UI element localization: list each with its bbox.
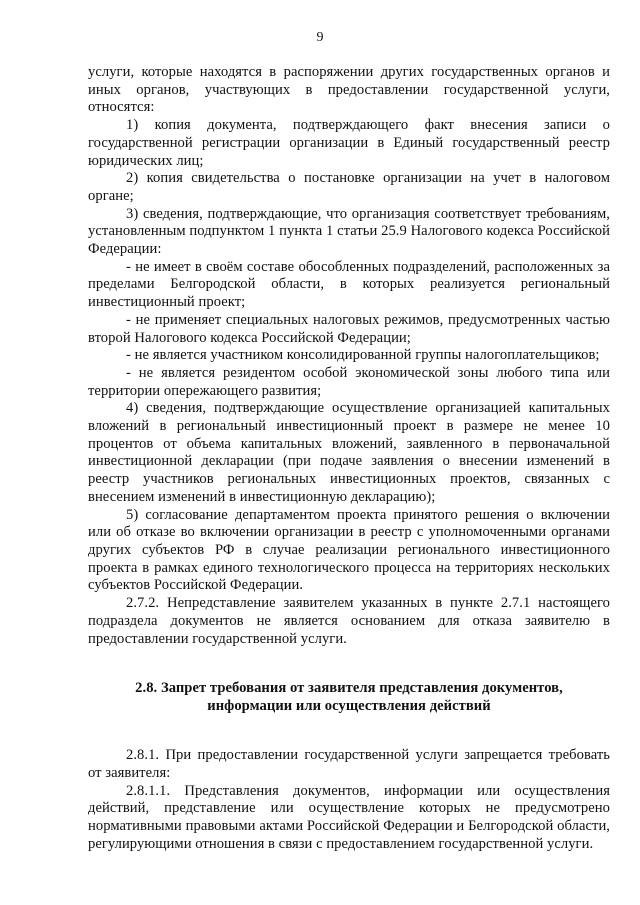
- paragraph: 2) копия свидетельства о постановке организации на учет в налоговом органе;: [88, 170, 610, 204]
- paragraph: 5) согласование департаментом проекта принятого решения о включении или об отказе во включении организации в реестр с уполномоченными органами других субъектов РФ в случае реализации регионального инвестиционного проекта в рамках единого технологического процесса на территориях нескольких субъектов Российской Федерации.: [88, 506, 610, 594]
- paragraph: - не применяет специальных налоговых режимов, предусмотренных частью второй Налогового кодекса Российской Федерации;: [88, 311, 610, 346]
- paragraph: 2.8.1. При предоставлении государственной услуги запрещается требовать от заявителя:: [88, 747, 610, 781]
- paragraph: 2.7.2. Непредставление заявителем указанных в пункте 2.7.1 настоящего подраздела документов не является основанием для отказа заявителю в предоставлении государственной услуги.: [88, 595, 610, 647]
- paragraph: 2.8.1.1. Представления документов, информации или осуществления действий, представление или осуществление которых не предусмотрено нормативными правовыми актами Российской Федерации и Белгородской области, регулирующими отношения в связи с предоставлением государственной услуги.: [88, 782, 610, 852]
- paragraph: - не является участником консолидированной группы налогоплательщиков;: [126, 347, 600, 364]
- page-number: 9: [316, 30, 324, 45]
- paragraph: 3) сведения, подтверждающие, что организация соответствует требованиям, установленным подпунктом 1 пункта 1 статьи 25.9 Налогового кодекса Российской Федерации:: [88, 205, 610, 258]
- section-title-line: информации или осуществления действий: [207, 698, 491, 715]
- paragraph: - не является резидентом особой экономической зоны любого типа или территории опережающего развития;: [88, 364, 610, 399]
- section-title-line: 2.8. Запрет требования от заявителя представления документов,: [135, 680, 563, 697]
- document-body: [88, 64, 610, 853]
- section-title: [88, 679, 610, 715]
- paragraph: - не имеет в своём составе обособленных подразделений, расположенных за пределами Белгородской области, в которых реализуется региональный инвестиционный проект;: [88, 258, 610, 311]
- paragraph: 4) сведения, подтверждающие осуществление организацией капитальных вложений в региональный инвестиционный проект в размере не менее 10 процентов от объема капитальных вложений, заявленного в первоначальной инвестиционной декларации (при подаче заявления о внесении изменений в реестр участников региональных инвестиционных проектов, связанных с внесением изменений в инвестиционную декларацию);: [88, 400, 610, 505]
- paragraph: 1) копия документа, подтверждающего факт внесения записи о государственной регистрации организации в Единый государственный реестр юридических лиц;: [88, 117, 610, 169]
- paragraph: услуги, которые находятся в распоряжении других государственных органов и иных органов, участвующих в предоставлении государственной услуги, относятся:: [88, 64, 610, 116]
